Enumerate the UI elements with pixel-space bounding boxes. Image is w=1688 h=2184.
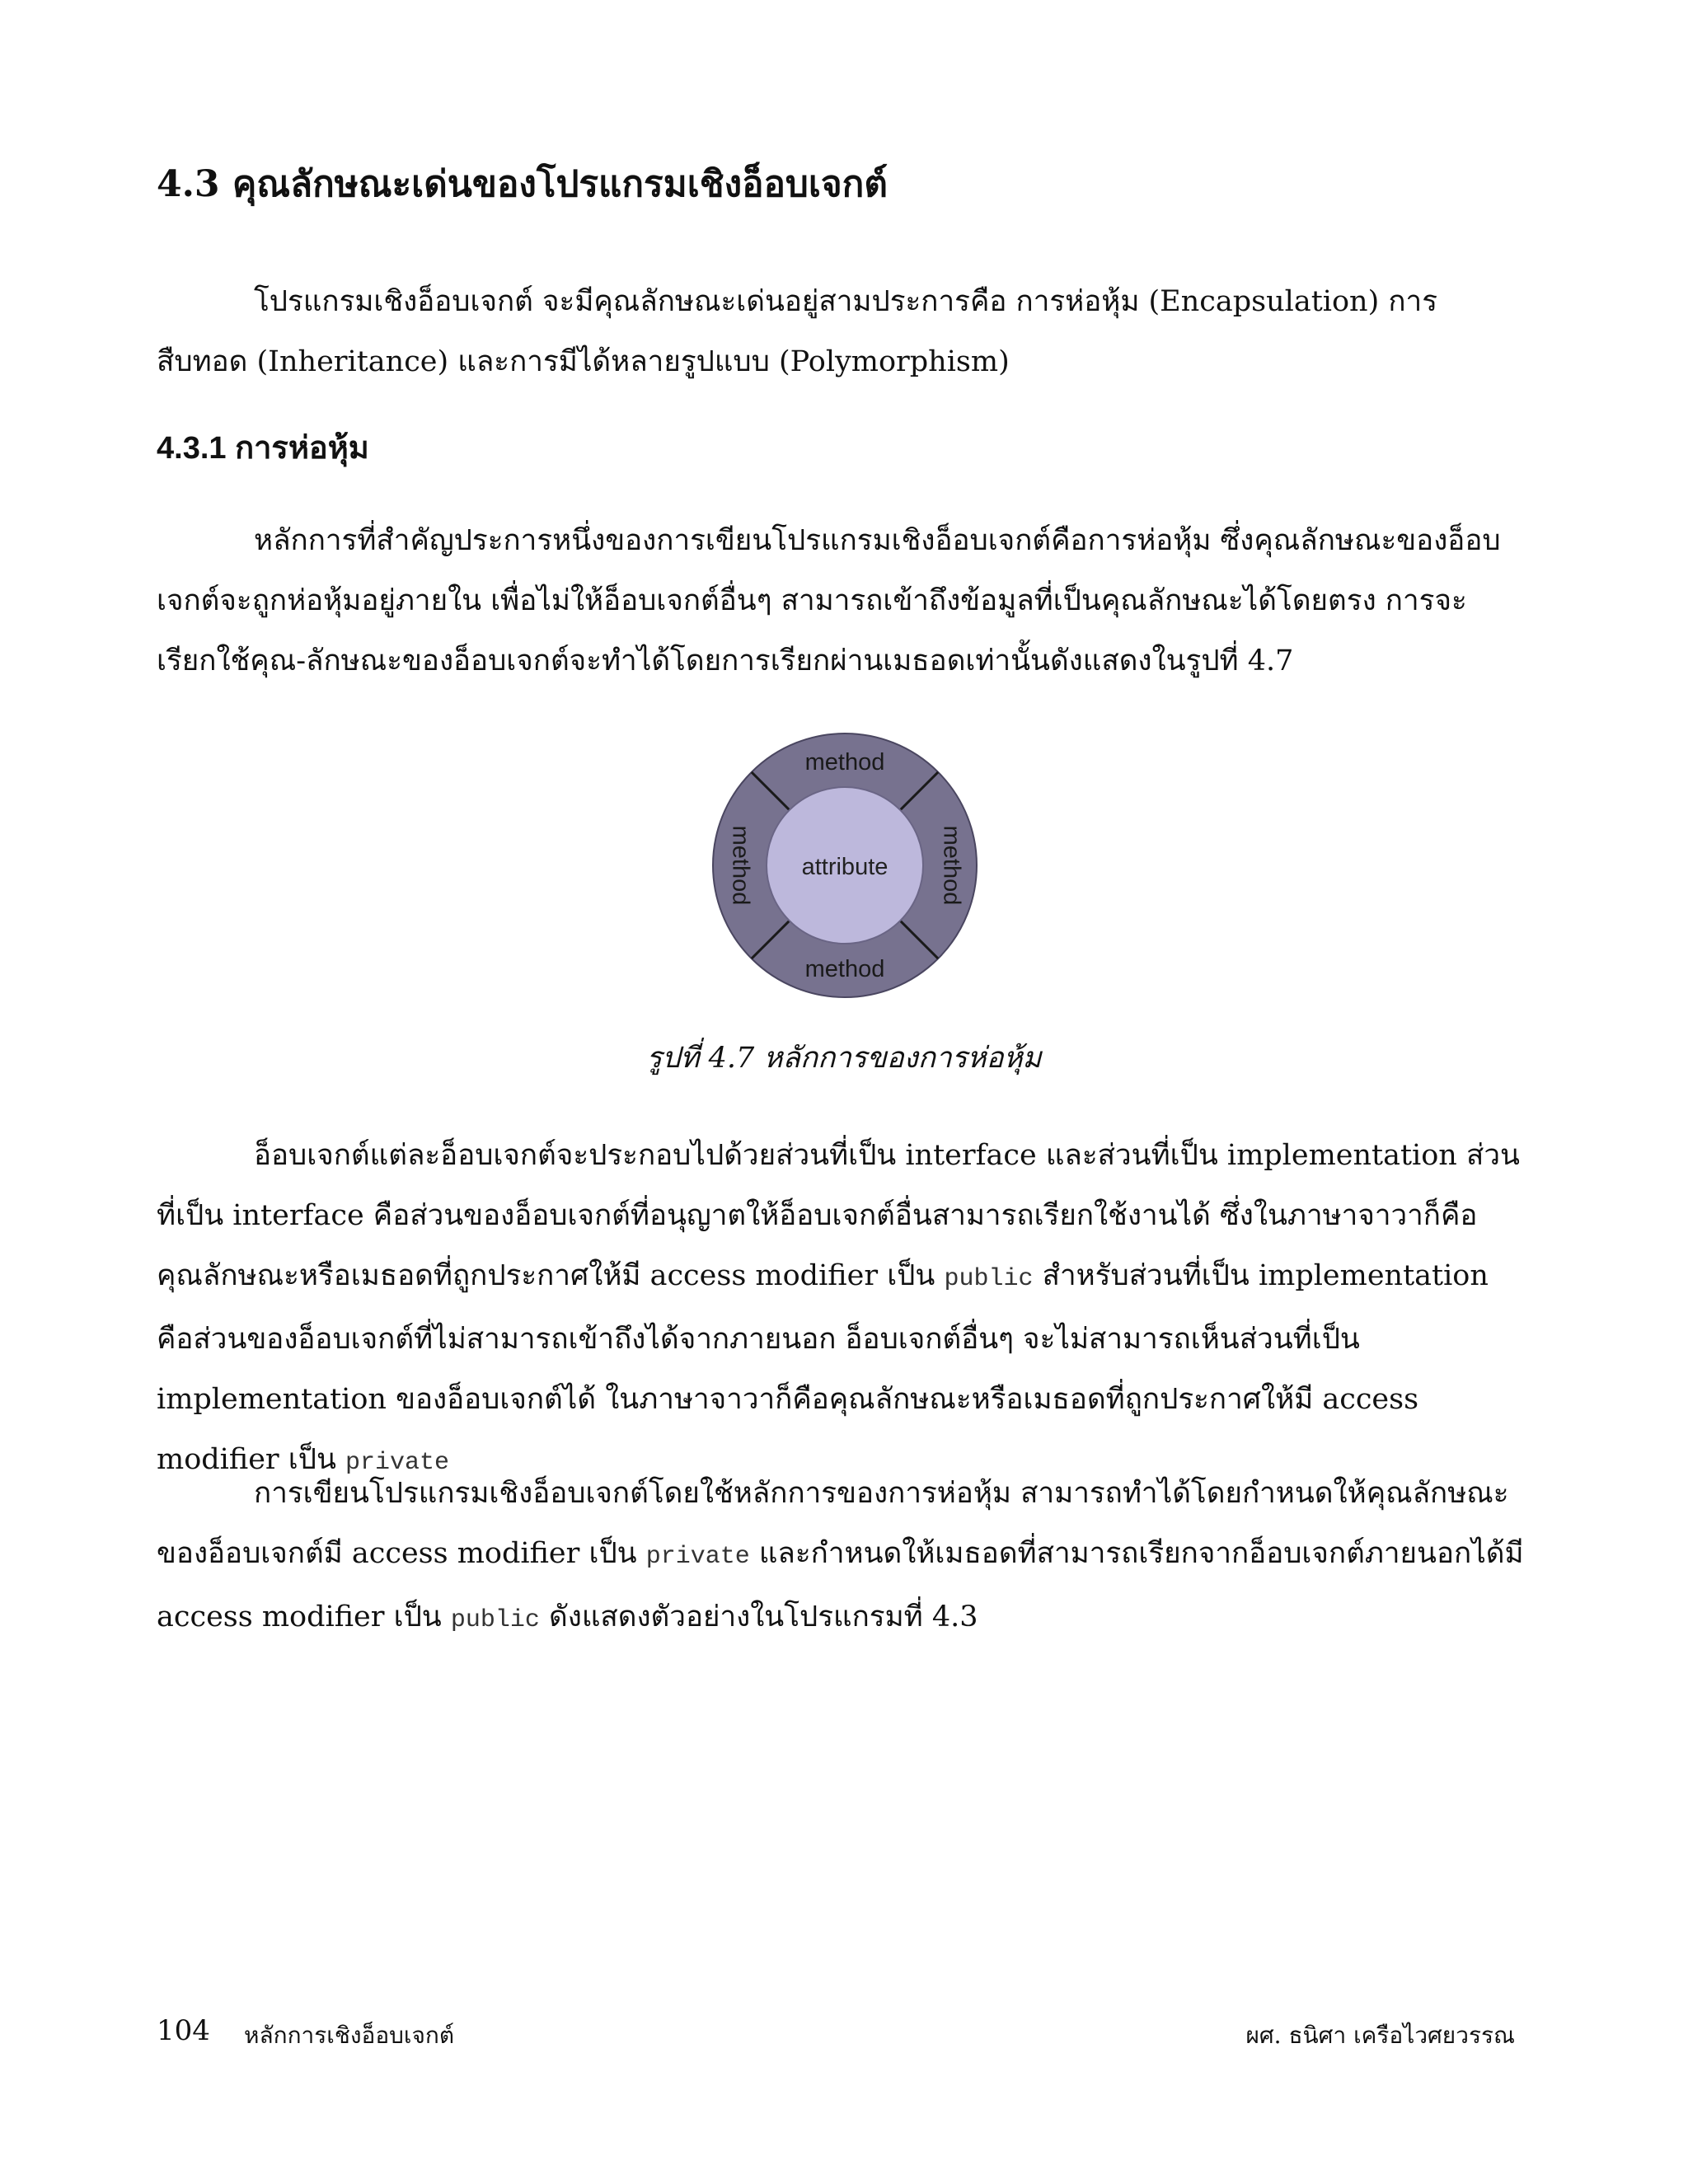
encapsulation-diagram: [709, 729, 981, 1001]
paragraph-text: อ็อบเจกต์แต่ละอ็อบเจกต์จะประกอบไปด้วยส่วนที่เป็น interface และส่วนที่เป็น implementation ส่วนที่เป็น interface คือส่วนของอ็อบเจกต์ที่อนุญาตให้อ็อบเจกต์อื่นสามารถเรียกใช้งานได้ ซึ่งในภาษาจาวาก็คือคุณลักษณะหรือเมธอดที่ถูกประกาศให้มี access modifier เป็น: [157, 1139, 1520, 1292]
method-label-left: method: [727, 825, 754, 906]
method-label-bottom: method: [804, 956, 885, 982]
attribute-label: attribute: [801, 854, 889, 880]
encapsulation-paragraph: หลักการที่สำคัญประการหนึ่งของการเขียนโปรแกรมเชิงอ็อบเจกต์คือการห่อหุ้ม ซึ่งคุณลักษณะของอ็อบเจกต์จะถูกห่อหุ้มอยู่ภายใน เพื่อไม่ให้อ็อบเจกต์อื่นๆ สามารถเข้าถึงข้อมูลที่เป็นคุณลักษณะได้โดยตรง การจะเรียกใช้คุณ-ลักษณะของอ็อบเจกต์จะทำได้โดยการเรียกผ่านเมธอดเท่านั้นดังแสดงในรูปที่ 4.7: [157, 524, 1501, 677]
section-heading: 4.3 คุณลักษณะเด่นของโปรแกรมเชิงอ็อบเจกต์: [157, 163, 888, 205]
method-label-right: method: [938, 825, 965, 906]
footer-book-title: หลักการเชิงอ็อบเจกต์: [244, 2022, 455, 2049]
interface-implementation-paragraph: [157, 1126, 1525, 1493]
method-label-top: method: [804, 749, 885, 776]
paragraph-text: ดังแสดงตัวอย่างในโปรแกรมที่ 4.3: [539, 1601, 978, 1633]
code-keyword-private: private: [645, 1543, 750, 1571]
figure-caption: รูปที่ 4.7 หลักการของการห่อหุ้ม: [646, 1042, 1042, 1075]
code-keyword-public: public: [944, 1265, 1034, 1293]
code-keyword-private: private: [345, 1449, 450, 1477]
paragraph-text: สำหรับส่วนที่เป็น implementation คือส่วนของอ็อบเจกต์ที่ไม่สามารถเข้าถึงได้จากภายนอก อ็อบเจกต์อื่นๆ จะไม่สามารถเห็นส่วนที่เป็น implementation ของอ็อบเจกต์ได้ ในภาษาจาวาก็คือคุณลักษณะหรือเมธอดที่ถูกประกาศให้มี access modifier เป็น: [157, 1259, 1489, 1476]
page-number: 104: [157, 2014, 210, 2047]
paragraph-text: และกำหนดให้เมธอดที่สามารถเรียกจากอ็อบเจกต์ภายนอกได้มี access modifier เป็น: [157, 1537, 1524, 1633]
code-keyword-public: public: [450, 1606, 540, 1634]
subsection-heading: 4.3.1 การห่อหุ้ม: [157, 431, 369, 466]
paragraph-text: การเขียนโปรแกรมเชิงอ็อบเจกต์โดยใช้หลักการของการห่อหุ้ม สามารถทำได้โดยกำหนดให้คุณลักษณะของอ็อบเจกต์มี access modifier เป็น: [157, 1477, 1509, 1570]
encapsulation-usage-paragraph: [157, 1464, 1525, 1651]
footer-author: ผศ. ธนิศา เครือไวศยวรรณ: [1245, 2022, 1515, 2049]
intro-paragraph: โปรแกรมเชิงอ็อบเจกต์ จะมีคุณลักษณะเด่นอยู่สามประการคือ การห่อหุ้ม (Encapsulation) การสืบทอด (Inheritance) และการมีได้หลายรูปแบบ (Polymorphism): [157, 285, 1437, 378]
